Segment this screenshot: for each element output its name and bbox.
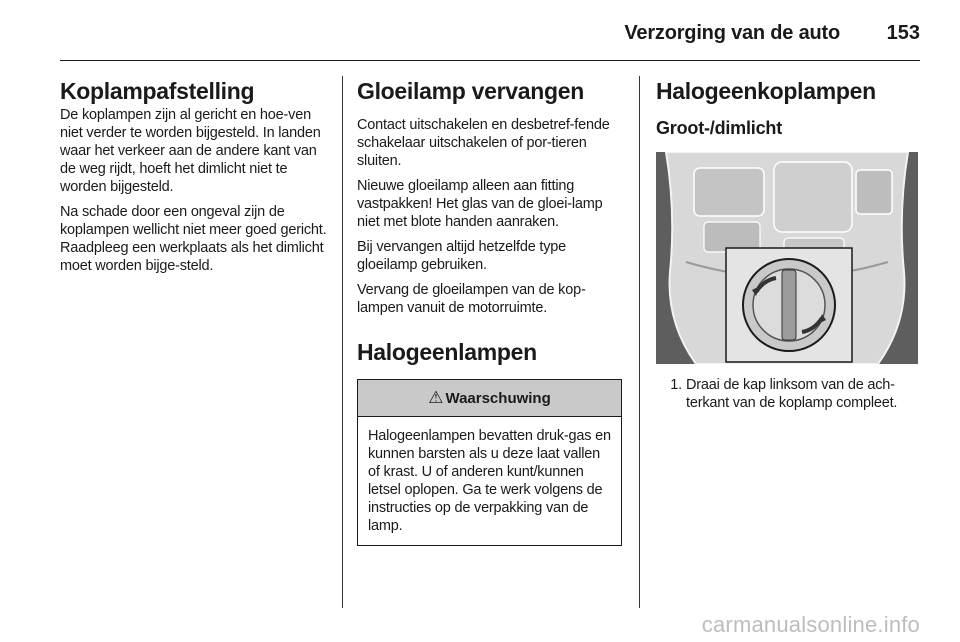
watermark-text: carmanualsonline.info bbox=[701, 612, 920, 637]
paragraph: Contact uitschakelen en desbetref-fende schakelaar uitschakelen of por-tieren sluiten. bbox=[357, 117, 610, 169]
instruction-steps bbox=[656, 376, 922, 412]
warning-triangle-icon: ⚠ bbox=[428, 388, 444, 407]
paragraph: Vervang de gloeilampen van de kop-lampen vanuit de motorruimte. bbox=[357, 282, 586, 316]
heading-halogeenlampen: Halogeenlampen bbox=[357, 339, 537, 365]
section-title: Verzorging van de auto bbox=[624, 22, 840, 44]
engine-bay-drawing bbox=[656, 152, 918, 364]
warning-body bbox=[358, 417, 621, 545]
step-number: 1. bbox=[670, 377, 682, 393]
list-item bbox=[656, 376, 922, 412]
step-text: Draai de kap linksom van de ach-terkant van de koplamp compleet. bbox=[686, 377, 898, 411]
engine-bay-illustration bbox=[656, 152, 918, 364]
page-header bbox=[60, 20, 920, 61]
warning-box bbox=[357, 379, 622, 546]
paragraph: Bij vervangen altijd hetzelfde type gloeilamp gebruiken. bbox=[357, 239, 567, 273]
column-headlight-adjustment bbox=[60, 76, 328, 282]
paragraph: De koplampen zijn al gericht en hoe-ven niet verder te worden bijgesteld. In landen waar het verkeer aan de andere kant van de weg rijdt, hoeft het dimlicht niet te worden bijgesteld. bbox=[60, 107, 321, 195]
warning-title: Waarschuwing bbox=[445, 389, 551, 407]
warning-header bbox=[358, 380, 621, 417]
column-divider-1 bbox=[342, 76, 343, 608]
column-halogen-headlamps bbox=[656, 76, 922, 412]
heading-koplampafstelling: Koplampafstelling bbox=[60, 78, 255, 104]
paragraph: Nieuwe gloeilamp alleen aan fitting vastpakken! Het glas van de gloei-lamp niet met blote handen aanraken. bbox=[357, 178, 603, 230]
page-number: 153 bbox=[886, 22, 920, 44]
warning-text: Halogeenlampen bevatten druk-gas en kunnen barsten als u deze laat vallen of krast. U of anderen kunt/kunnen letsel oplopen. Ga te werk volgens de instructies op de verpakking van de lamp. bbox=[368, 428, 611, 534]
column-bulb-replacement bbox=[357, 76, 623, 546]
heading-gloeilamp-vervangen: Gloeilamp vervangen bbox=[357, 78, 584, 104]
subheading-groot-dimlicht: Groot-/dimlicht bbox=[656, 118, 782, 138]
paragraph: Na schade door een ongeval zijn de koplampen wellicht niet meer goed gericht. Raadpleeg een werkplaats als het dimlicht moet worden bijge-steld. bbox=[60, 204, 327, 274]
column-divider-2 bbox=[639, 76, 640, 608]
heading-halogeenkoplampen: Halogeenkoplampen bbox=[656, 78, 876, 104]
